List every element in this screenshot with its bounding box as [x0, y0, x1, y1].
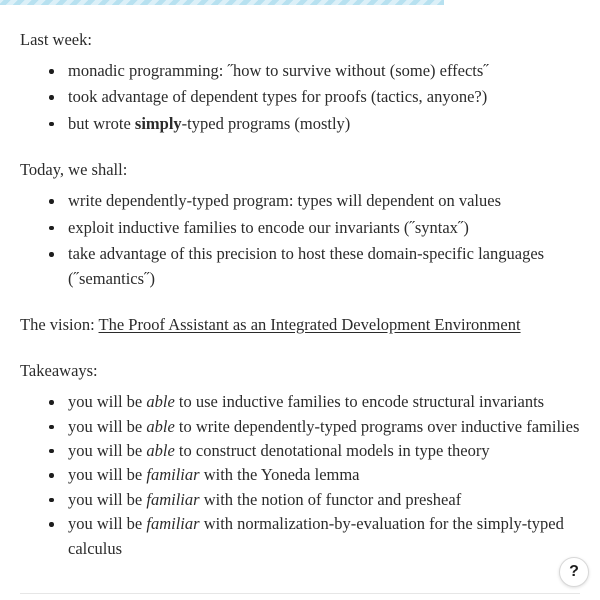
takeaway-bullet-item — [20, 512, 580, 561]
takeaway-bullet-item — [20, 390, 580, 414]
slide-progress-fill — [0, 0, 444, 5]
last-week-bullet-item — [20, 59, 580, 83]
emphasis-italic: able — [146, 440, 175, 460]
question-mark-icon: ? — [569, 563, 579, 580]
text-run: took advantage of dependent types for proofs (tactics, anyone?) — [68, 87, 488, 107]
text-run: exploit inductive families to encode our invariants (˝syntax˝) — [68, 217, 469, 237]
text-run: write dependently-typed program: types will dependent on values — [68, 191, 502, 211]
text-run: with normalization-by-evaluation for the simply-typed calculus — [68, 514, 564, 558]
last-week-bullet-item — [20, 85, 580, 109]
text-run: to construct denotational models in type theory — [174, 440, 490, 460]
text-run: you will be — [68, 514, 147, 534]
today-bullet-item — [20, 189, 580, 213]
takeaway-bullet-item — [20, 439, 580, 463]
bullet-list-last-week — [20, 59, 580, 136]
text-run: you will be — [68, 440, 147, 460]
bullet-list-today — [20, 189, 580, 291]
section-heading-today: Today, we shall: — [20, 160, 128, 180]
text-run: to use inductive families to encode structural invariants — [174, 392, 545, 412]
emphasis-italic: familiar — [146, 514, 200, 534]
today-bullet-item — [20, 242, 580, 291]
emphasis-bold: simply — [134, 113, 182, 133]
today-bullet-item — [20, 216, 580, 240]
emphasis-italic: familiar — [146, 489, 200, 509]
text-run: but wrote — [68, 113, 135, 133]
text-run: you will be — [68, 465, 147, 485]
section-heading-takeaways: Takeaways: — [20, 361, 98, 381]
text-run: take advantage of this precision to host these domain-specific languages (˝semantics˝) — [68, 244, 545, 288]
text-run: to write dependently-typed programs over inductive families — [174, 416, 580, 436]
takeaway-bullet-item — [20, 415, 580, 439]
bottom-divider — [20, 593, 580, 594]
vision-label: The vision: — [20, 315, 99, 334]
help-button[interactable] — [559, 557, 589, 587]
section-heading-last-week: Last week: — [20, 30, 92, 49]
text-run: with the notion of functor and presheaf — [199, 489, 462, 509]
last-week-bullet-item — [20, 112, 580, 136]
text-run: monadic programming: ˝how to survive without (some) effects˝ — [68, 61, 489, 81]
takeaway-bullet-item — [20, 463, 580, 487]
text-run: -typed programs (mostly) — [181, 113, 351, 133]
text-run: you will be — [68, 489, 147, 509]
takeaway-bullet-item — [20, 488, 580, 512]
emphasis-italic: familiar — [146, 465, 200, 485]
bullet-list-takeaways — [20, 390, 580, 561]
slide-content — [0, 5, 600, 561]
text-run: with the Yoneda lemma — [199, 465, 360, 485]
text-run: you will be — [68, 416, 147, 436]
emphasis-italic: able — [146, 392, 175, 412]
text-run: you will be — [68, 392, 147, 412]
vision-line — [20, 312, 580, 337]
emphasis-italic: able — [146, 416, 175, 436]
slide-progress-bar[interactable] — [0, 0, 600, 5]
vision-link[interactable]: The Proof Assistant as an Integrated Development Environment — [98, 315, 521, 334]
